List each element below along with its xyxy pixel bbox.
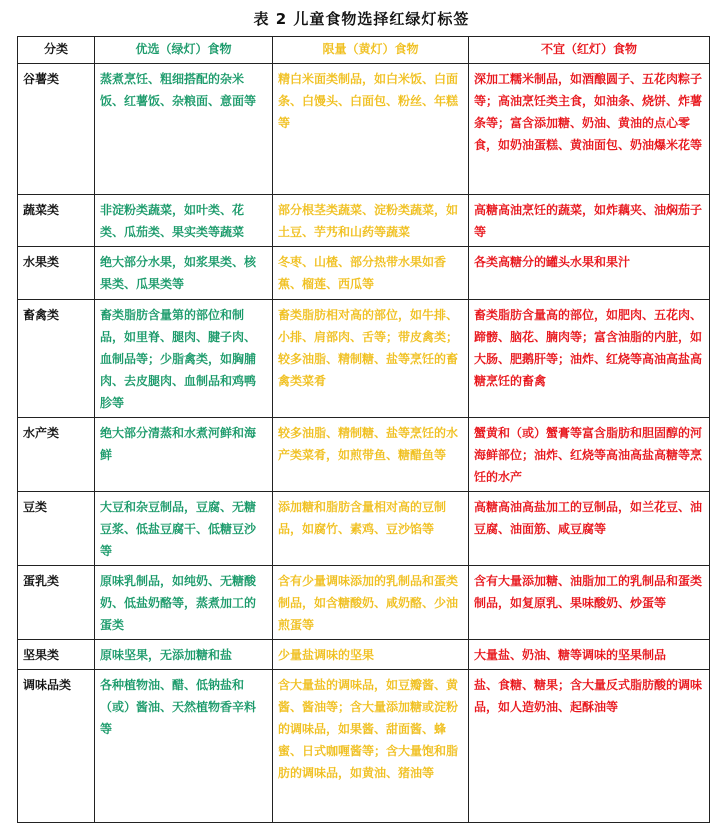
row-yellow-foods: 畜类脂肪相对高的部位，如牛排、小排、肩部肉、舌等；带皮禽类；较多油脂、精制糖、盐等烹饪的畜禽类菜肴 [273, 300, 469, 418]
row-red-foods: 畜类脂肪含量高的部位，如肥肉、五花肉、蹄髈、脑花、腩肉等；富含油脂的内脏，如大肠、肥鹅肝等；油炸、红烧等高油高盐高糖烹饪的畜禽 [469, 300, 710, 418]
row-yellow-foods: 含大量盐的调味品，如豆瓣酱、黄酱、酱油等；含大量添加糖或淀粉的调味品，如果酱、甜面酱、蜂蜜、日式咖喱酱等；含大量饱和脂肪的调味品，如黄油、猪油等 [273, 670, 469, 823]
row-category: 谷薯类 [18, 64, 95, 195]
row-yellow-foods: 少量盐调味的坚果 [273, 640, 469, 670]
header-green: 优选（绿灯）食物 [95, 37, 273, 64]
table-row [18, 418, 710, 492]
row-red-foods: 蟹黄和（或）蟹膏等富含脂肪和胆固醇的河海鲜部位；油炸、红烧等高油高盐高糖等烹饪的水产 [469, 418, 710, 492]
table-row [18, 300, 710, 418]
row-red-foods: 高糖高油高盐加工的豆制品，如兰花豆、油豆腐、油面筋、咸豆腐等 [469, 492, 710, 566]
row-category: 水产类 [18, 418, 95, 492]
table-row [18, 640, 710, 670]
row-category: 畜禽类 [18, 300, 95, 418]
table-row [18, 195, 710, 247]
row-category: 蔬菜类 [18, 195, 95, 247]
food-traffic-light-table [17, 36, 710, 823]
row-green-foods: 原味乳制品，如纯奶、无糖酸奶、低盐奶酪等，蒸煮加工的蛋类 [95, 566, 273, 640]
row-green-foods: 绝大部分水果，如浆果类、核果类、瓜果类等 [95, 247, 273, 300]
row-green-foods: 畜类脂肪含量第的部位和制品，如里脊、腿肉、腱子肉、血制品等；少脂禽类，如胸脯肉、去皮腿肉、血制品和鸡鸭胗等 [95, 300, 273, 418]
row-yellow-foods: 部分根茎类蔬菜、淀粉类蔬菜，如土豆、芋艿和山药等蔬菜 [273, 195, 469, 247]
header-row [18, 37, 710, 64]
header-yellow: 限量（黄灯）食物 [273, 37, 469, 64]
header-red: 不宜（红灯）食物 [469, 37, 710, 64]
row-category: 蛋乳类 [18, 566, 95, 640]
table-row [18, 670, 710, 823]
row-yellow-foods: 精白米面类制品，如白米饭、白面条、白馒头、白面包、粉丝、年糕等 [273, 64, 469, 195]
row-yellow-foods: 含有少量调味添加的乳制品和蛋类制品，如含糖酸奶、咸奶酪、少油煎蛋等 [273, 566, 469, 640]
row-category: 水果类 [18, 247, 95, 300]
header-category: 分类 [18, 37, 95, 64]
table-row [18, 566, 710, 640]
row-green-foods: 绝大部分清蒸和水煮河鲜和海鲜 [95, 418, 273, 492]
row-red-foods: 大量盐、奶油、糖等调味的坚果制品 [469, 640, 710, 670]
row-red-foods: 深加工糯米制品，如酒酿圆子、五花肉粽子等；高油烹饪类主食，如油条、烧饼、炸薯条等；富含添加糖、奶油、黄油的点心零食，如奶油蛋糕、黄油面包、奶油爆米花等 [469, 64, 710, 195]
row-red-foods: 盐、食糖、糖果；含大量反式脂肪酸的调味品，如人造奶油、起酥油等 [469, 670, 710, 823]
document-title: 表 2 儿童食物选择红绿灯标签 [253, 10, 470, 28]
row-yellow-foods: 较多油脂、精制糖、盐等烹饪的水产类菜肴，如煎带鱼、糖醋鱼等 [273, 418, 469, 492]
row-green-foods: 大豆和杂豆制品，豆腐、无糖豆浆、低盐豆腐干、低糖豆沙等 [95, 492, 273, 566]
row-category: 坚果类 [18, 640, 95, 670]
table-row [18, 492, 710, 566]
row-yellow-foods: 添加糖和脂肪含量相对高的豆制品，如腐竹、素鸡、豆沙馅等 [273, 492, 469, 566]
row-category: 调味品类 [18, 670, 95, 823]
row-green-foods: 非淀粉类蔬菜，如叶类、花类、瓜茄类、果实类等蔬菜 [95, 195, 273, 247]
row-category: 豆类 [18, 492, 95, 566]
row-red-foods: 含有大量添加糖、油脂加工的乳制品和蛋类制品，如复原乳、果味酸奶、炒蛋等 [469, 566, 710, 640]
row-green-foods: 各种植物油、醋、低钠盐和（或）酱油、天然植物香辛料等 [95, 670, 273, 823]
row-yellow-foods: 冬枣、山楂、部分热带水果如香蕉、榴莲、西瓜等 [273, 247, 469, 300]
row-red-foods: 高糖高油烹饪的蔬菜，如炸藕夹、油焖茄子等 [469, 195, 710, 247]
table-row [18, 247, 710, 300]
row-green-foods: 原味坚果，无添加糖和盐 [95, 640, 273, 670]
row-green-foods: 蒸煮烹饪、粗细搭配的杂米饭、红薯饭、杂粮面、意面等 [95, 64, 273, 195]
row-red-foods: 各类高糖分的罐头水果和果汁 [469, 247, 710, 300]
table-row [18, 64, 710, 195]
